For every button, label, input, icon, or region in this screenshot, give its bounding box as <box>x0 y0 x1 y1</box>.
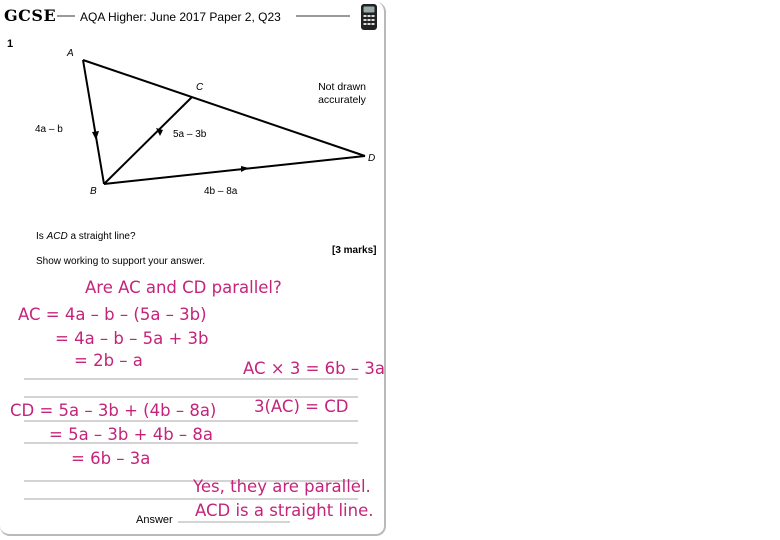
triangle-diagram <box>0 0 390 230</box>
hw-line-6: 3(AC) = CD <box>254 397 349 416</box>
answer-label: Answer <box>136 514 173 526</box>
hw-line-9: = 6b – 3a <box>71 449 151 468</box>
vector-BC-label: 5a – 3b <box>173 129 207 140</box>
prompt-prefix: Is <box>36 231 47 242</box>
answer-line-3 <box>24 420 358 422</box>
marks-label: [3 marks] <box>332 245 377 256</box>
point-B-label: B <box>90 186 97 197</box>
line-AD <box>83 60 365 156</box>
point-C-label: C <box>196 82 204 93</box>
hw-line-8: = 5a – 3b + 4b – 8a <box>49 425 214 444</box>
hw-line-3: = 4a – b – 5a + 3b <box>55 329 209 348</box>
line-BC <box>104 97 192 184</box>
hw-line-4: = 2b – a <box>74 351 143 370</box>
line-AB <box>83 60 104 184</box>
line-BD <box>104 156 365 184</box>
question-number: 1 <box>7 38 14 50</box>
answer-line-6 <box>24 498 358 500</box>
vector-AB-label: 4a – b <box>35 124 63 135</box>
not-drawn-note: Not drawn accurately <box>318 81 366 106</box>
arrow-AB <box>92 131 99 140</box>
gcse-logo: GCSE <box>4 6 57 25</box>
hw-line-1: Are AC and CD parallel? <box>85 278 282 297</box>
prompt-acd: ACD <box>46 231 68 242</box>
vector-BD-label: 4b – 8a <box>204 186 238 197</box>
answer-line-1 <box>24 378 358 380</box>
point-A-label: A <box>67 48 74 59</box>
instruction-text: Show working to support your answer. <box>36 256 205 267</box>
question-prompt <box>36 231 136 242</box>
final-answer-line <box>178 521 290 523</box>
hw-line-11: ACD is a straight line. <box>195 501 374 520</box>
hw-line-2: AC = 4a – b – (5a – 3b) <box>18 305 207 324</box>
point-D-label: D <box>368 153 376 164</box>
paper-title: AQA Higher: June 2017 Paper 2, Q23 <box>80 10 281 24</box>
hw-line-10: Yes, they are parallel. <box>193 477 371 496</box>
prompt-suffix: a straight line? <box>67 231 136 242</box>
hw-line-7: CD = 5a – 3b + (4b – 8a) <box>10 401 217 420</box>
hw-line-5: AC × 3 = 6b – 3a <box>243 359 385 378</box>
